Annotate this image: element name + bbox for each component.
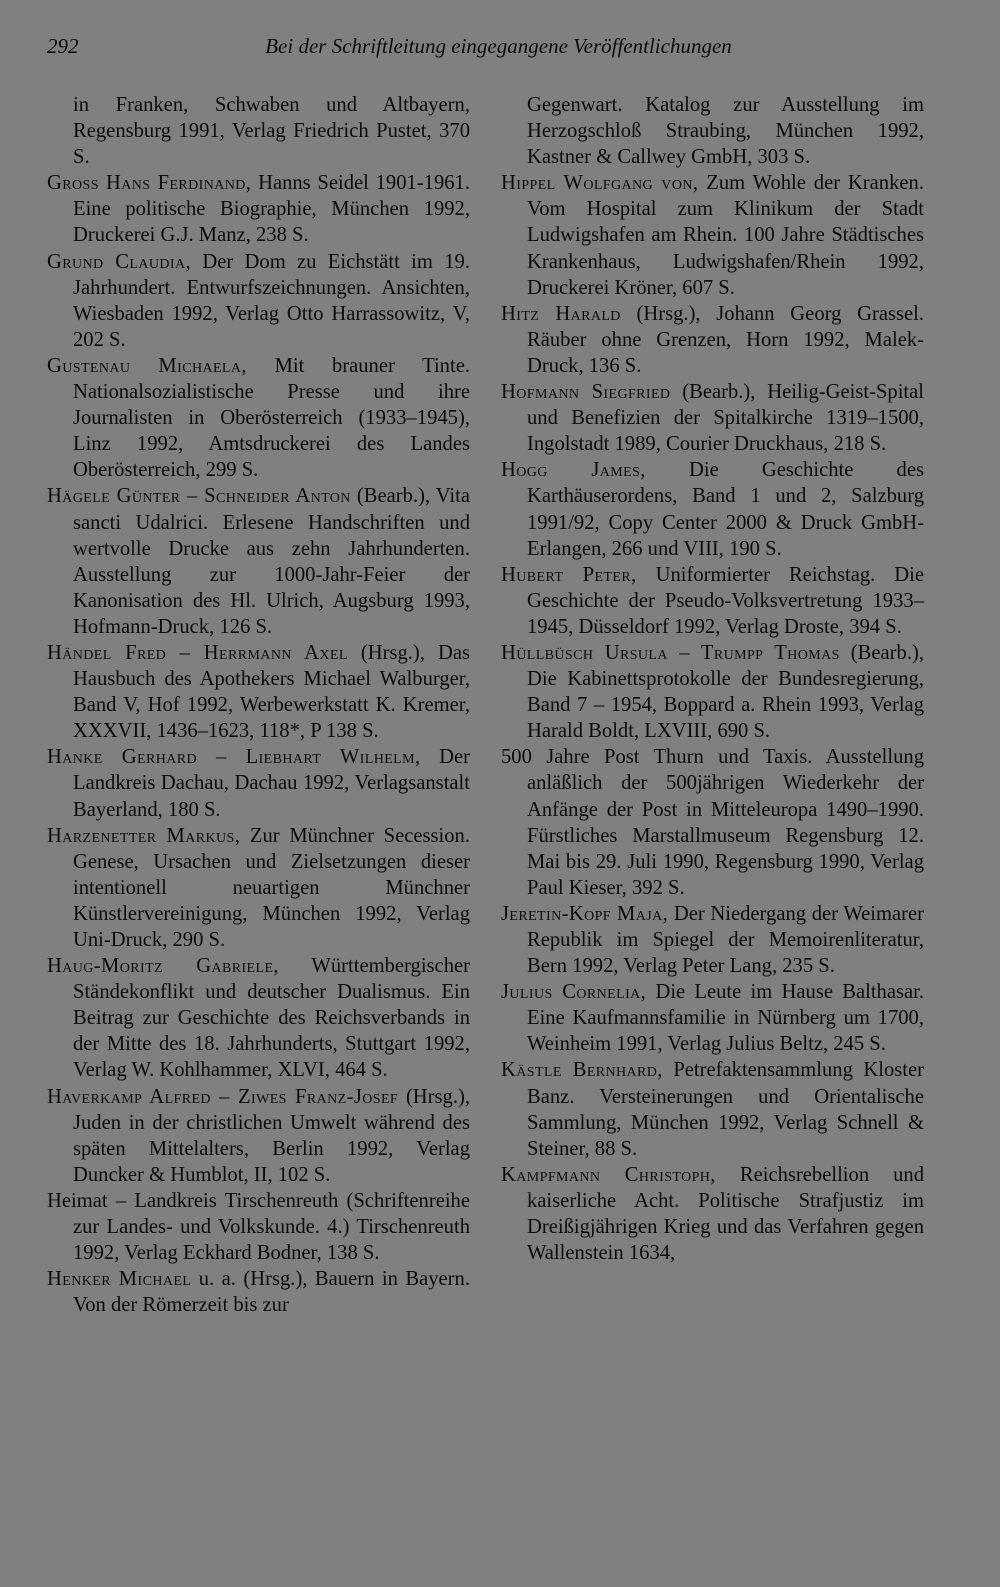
entry-text: Gegenwart. Katalog zur Ausstellung im Herzogschloß Straubing, München 1992, Kastner & Callwey GmbH, 303 S. [527, 94, 924, 169]
bibliography-entry [47, 170, 470, 248]
left-column [47, 92, 470, 1318]
entry-text: Heimat – Landkreis Tirschenreuth (Schriftenreihe zur Landes- und Volkskunde. 4.) Tirschenreuth 1992, Verlag Eckhard Bodner, 138 S. [47, 1189, 470, 1265]
bibliography-entry [501, 301, 924, 379]
bibliography-entry [47, 640, 470, 744]
entry-author: Julius Cornelia, [501, 981, 647, 1004]
entry-text: Die Leute im Hause Balthasar. Eine Kaufmannsfamilie in Nürnberg um 1700, Weinheim 1991, Verlag Julius Beltz, 245 S. [527, 981, 924, 1056]
bibliography-entry [47, 483, 470, 640]
entry-author: Hanke Gerhard – Liebhart Wilhelm, [47, 746, 421, 769]
entry-author: Hitz Harald [501, 302, 621, 325]
bibliography-entry [47, 249, 470, 353]
entry-author: Gustenau Michaela, [47, 354, 247, 377]
entry-author: Grund Claudia, [47, 250, 192, 273]
bibliography-entry [501, 379, 924, 457]
entry-text: (Hrsg.), Das Hausbuch des Apothekers Michael Walburger, Band V, Hof 1992, Werbewerkstatt K. Kremer, XXXVII, 1436–1623, 118*, P 138 S. [73, 641, 470, 743]
page-number: 292 [47, 34, 79, 58]
entry-text: Zur Münchner Secession. Genese, Ursachen und Zielsetzungen dieser intentionell neuartigen Münchner Künstlervereinigung, München 1992, Verlag Uni-Druck, 290 S. [73, 824, 470, 951]
page-header [47, 34, 950, 64]
entry-text: in Franken, Schwaben und Altbayern, Regensburg 1991, Verlag Friedrich Pustet, 370 S. [73, 94, 470, 169]
running-title: Bei der Schriftleitung eingegangene Veröffentlichungen [265, 34, 732, 58]
bibliography-entry [501, 744, 924, 901]
entry-text: (Hrsg.), Johann Georg Grassel. Räuber ohne Grenzen, Horn 1992, Malek-Druck, 136 S. [527, 302, 924, 377]
bibliography-entry [47, 1188, 470, 1266]
bibliography-entry [501, 562, 924, 640]
entry-author: Henker Michael [47, 1268, 192, 1291]
entry-text: (Bearb.), Vita sancti Udalrici. Erlesene Handschriften und wertvolle Drucke aus zehn Jahrhunderten. Ausstellung zur 1000-Jahr-Feier der Kanonisation des Hl. Ulrich, Augsburg 1993, Hofmann-Druck, 126 S. [73, 485, 471, 638]
entry-author: Hüllbüsch Ursula – Trumpp Thomas [501, 641, 840, 664]
bibliography-entry [501, 901, 924, 979]
entry-author: Kampfmann Christoph, [501, 1163, 716, 1186]
bibliography-entry [501, 979, 924, 1057]
entry-text: (Hrsg.), Juden in der christlichen Umwelt während des späten Mittelalters, Berlin 1992, Verlag Duncker & Humblot, II, 102 S. [73, 1085, 470, 1186]
entry-text: Der Landkreis Dachau, Dachau 1992, Verlagsanstalt Bayerland, 180 S. [73, 746, 470, 821]
bibliography-entry [47, 353, 470, 483]
entry-text: Hanns Seidel 1901-1961. Eine politische Biographie, München 1992, Druckerei G.J. Manz, 238 S. [73, 172, 470, 247]
entry-text: Uniformierter Reichstag. Die Geschichte der Pseudo-Volksvertretung 1933–1945, Düsseldorf 1992, Verlag Droste, 394 S. [527, 563, 924, 638]
entry-text: u. a. (Hrsg.), Bauern in Bayern. Von der Römerzeit bis zur [73, 1268, 470, 1317]
bibliography-entry [501, 457, 924, 561]
entry-text: Reichsrebellion und kaiserliche Acht. Politische Strafjustiz im Dreißigjährigen Krieg und das Verfahren gegen Wallenstein 1634, [527, 1163, 924, 1265]
entry-text: Petrefaktensammlung Kloster Banz. Versteinerungen und Orientalische Sammlung, München 1992, Verlag Schnell & Steiner, 88 S. [527, 1059, 924, 1160]
entry-text: 500 Jahre Post Thurn und Taxis. Ausstellung anläßlich der 500jährigen Wiederkehr der Anfänge der Post in Mitteleuropa 1490–1990. Fürstliches Marstallmuseum Regensburg 12. Mai bis 29. Juli 1990, Regensburg 1990, Verlag Paul Kieser, 392 S. [501, 746, 924, 899]
entry-author: Hofmann Siegfried [501, 381, 671, 404]
entry-text: Mit brauner Tinte. Nationalsozialistische Presse und ihre Journalisten in Oberösterreich (1933–1945), Linz 1992, Amtsdruckerei des Landes Oberösterreich, 299 S. [73, 354, 470, 482]
bibliography-entry [47, 1084, 470, 1188]
bibliography-entry [47, 1266, 470, 1318]
entry-author: Jeretin-Kopf Maja, [501, 902, 669, 925]
entry-author: Kästle Bernhard, [501, 1059, 663, 1082]
bibliography-entry [501, 92, 924, 170]
entry-author: Haug-Moritz Gabriele, [47, 955, 279, 978]
entry-text: Der Niedergang der Weimarer Republik im Spiegel der Memoirenliteratur, Bern 1992, Verlag Peter Lang, 235 S. [527, 902, 924, 978]
bibliography-entry [47, 823, 470, 953]
entry-author: Hogg James, [501, 459, 646, 482]
entry-text: (Bearb.), Die Kabinettsprotokolle der Bundesregierung, Band 7 – 1954, Boppard a. Rhein 1993, Verlag Harald Boldt, LXVIII, 690 S. [527, 641, 924, 743]
entry-author: Gross Hans Ferdinand, [47, 172, 252, 195]
entry-text: (Bearb.), Heilig-Geist-Spital und Benefizien der Spitalkirche 1319–1500, Ingolstadt 1989, Courier Druckhaus, 218 S. [527, 381, 924, 456]
bibliography-entry [501, 1057, 924, 1161]
entry-author: Hippel Wolfgang von, [501, 172, 699, 195]
bibliography-entry [501, 170, 924, 300]
entry-author: Hubert Peter, [501, 563, 637, 586]
bibliography-entry [501, 1162, 924, 1266]
bibliography-entry [47, 744, 470, 822]
entry-author: Harzenetter Markus, [47, 824, 241, 847]
entry-text: Der Dom zu Eichstätt im 19. Jahrhundert. Entwurfszeichnungen. Ansichten, Wiesbaden 1992, Verlag Otto Harrassowitz, V, 202 S. [73, 250, 470, 351]
entry-author: Haverkamp Alfred – Ziwes Franz-Josef [47, 1085, 399, 1108]
entry-text: Zum Wohle der Kranken. Vom Hospital zum Klinikum der Stadt Ludwigshafen am Rhein. 100 Jahre Städtisches Krankenhaus, Ludwigshafen/Rhein 1992, Druckerei Kröner, 607 S. [527, 172, 924, 299]
bibliography-entry [47, 953, 470, 1083]
entry-text: Württembergischer Ständekonflikt und deutscher Dualismus. Ein Beitrag zur Geschichte des Reichsverbands in der Mitte des 18. Jahrhunderts, Stuttgart 1992, Verlag W. Kohlhammer, XLVI, 464 S. [73, 955, 470, 1082]
entry-text: Die Geschichte des Karthäuserordens, Band 1 und 2, Salzburg 1991/92, Copy Center 2000 & Druck GmbH-Erlangen, 266 und VIII, 190 S. [527, 459, 924, 560]
bibliography-entry [501, 640, 924, 744]
entry-author: Hägele Günter – Schneider Anton [47, 485, 351, 508]
bibliography-entry [47, 92, 470, 170]
right-column [501, 92, 924, 1266]
entry-author: Händel Fred – Herrmann Axel [47, 641, 348, 664]
